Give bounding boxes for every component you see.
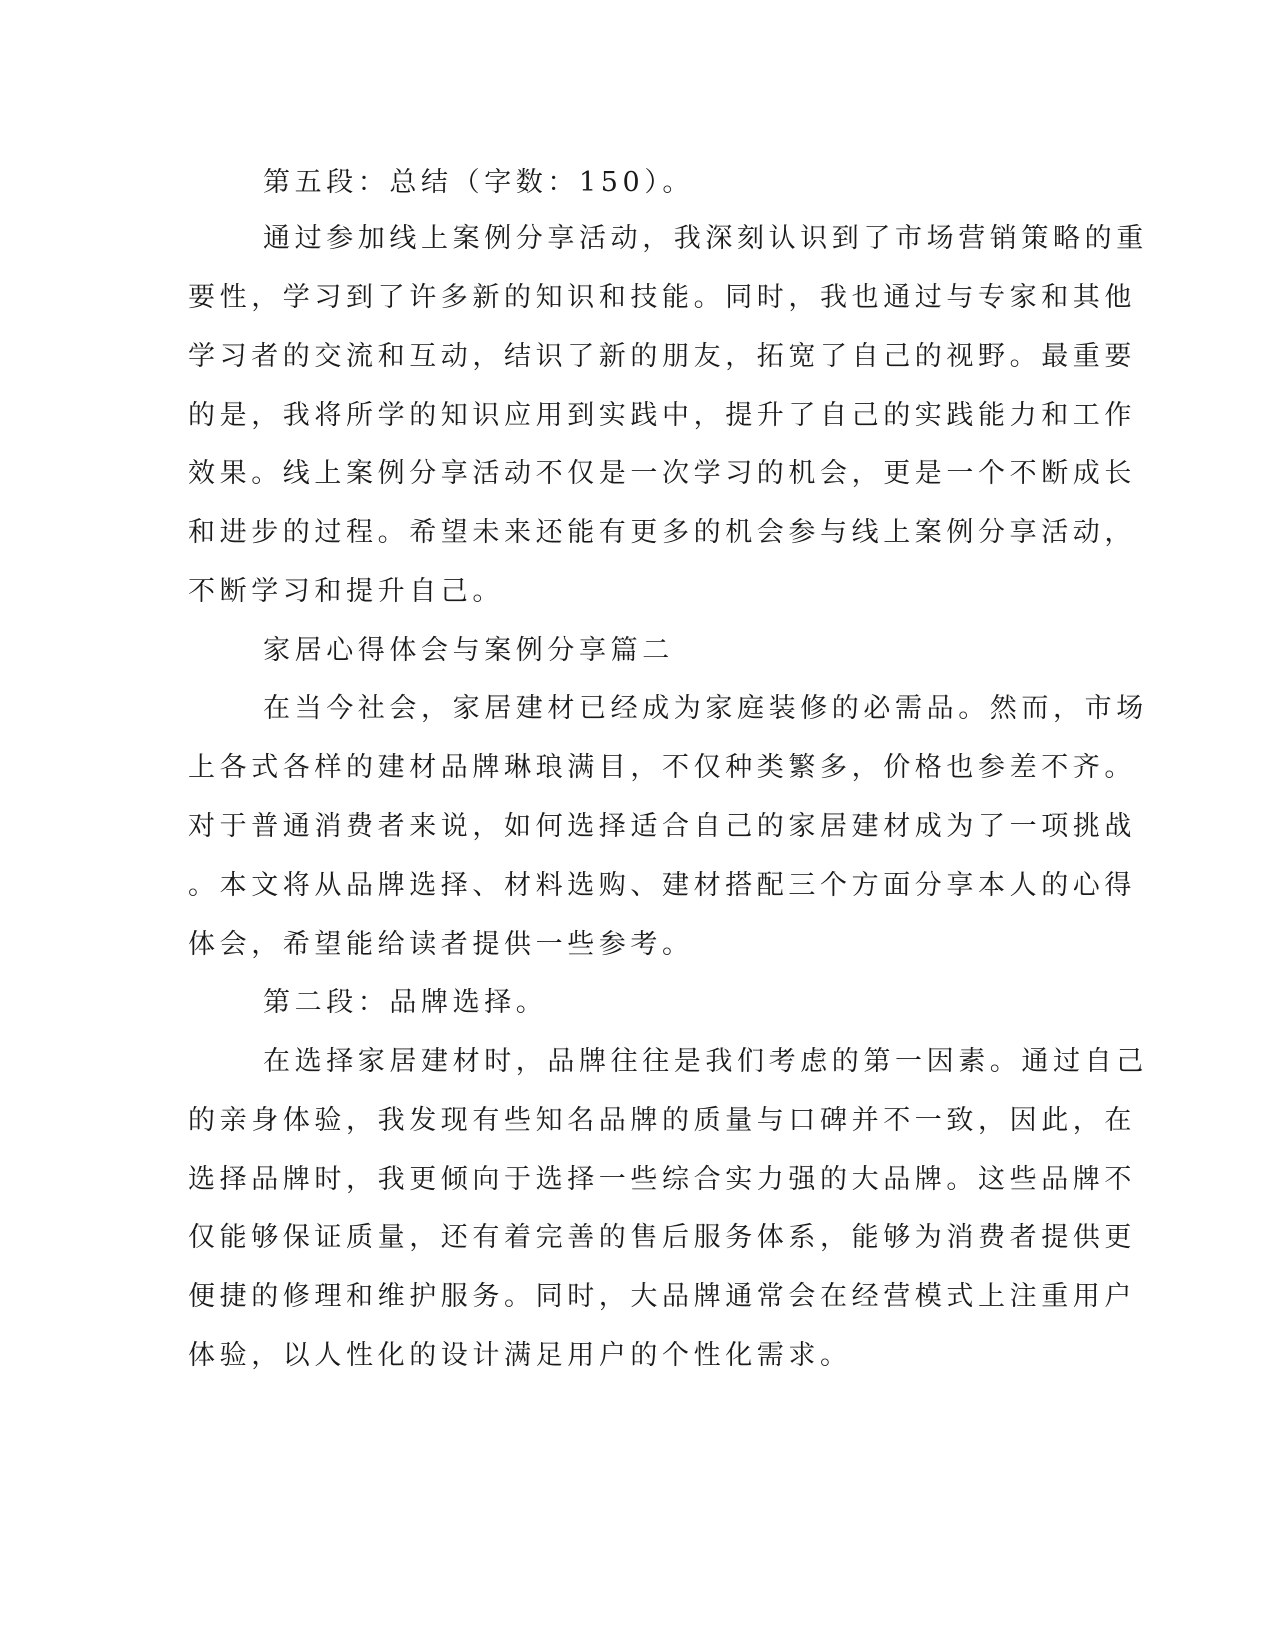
paragraph-line: 选择品牌时，我更倾向于选择一些综合实力强的大品牌。这些品牌不 — [188, 1164, 1136, 1195]
paragraph-line: 学习者的交流和互动，结识了新的朋友，拓宽了自己的视野。最重要 — [188, 341, 1136, 372]
paragraph-line: 对于普通消费者来说，如何选择适合自己的家居建材成为了一项挑战 — [188, 811, 1136, 842]
paragraph-line: 在当今社会，家居建材已经成为家庭装修的必需品。然而，市场 — [263, 693, 1148, 724]
paragraph-line: 要性，学习到了许多新的知识和技能。同时，我也通过与专家和其他 — [188, 282, 1136, 313]
paragraph-line: 仅能够保证质量，还有着完善的售后服务体系，能够为消费者提供更 — [188, 1222, 1136, 1253]
article-title: 家居心得体会与案例分享篇二 — [263, 635, 674, 666]
paragraph-line: 效果。线上案例分享活动不仅是一次学习的机会，更是一个不断成长 — [188, 458, 1136, 489]
paragraph-line: 体验，以人性化的设计满足用户的个性化需求。 — [188, 1340, 852, 1371]
paragraph-line: 通过参加线上案例分享活动，我深刻认识到了市场营销策略的重 — [263, 223, 1148, 254]
paragraph-line: 。本文将从品牌选择、材料选购、建材搭配三个方面分享本人的心得 — [188, 870, 1136, 901]
paragraph-line: 在选择家居建材时，品牌往往是我们考虑的第一因素。通过自己 — [263, 1046, 1148, 1077]
paragraph-line: 便捷的修理和维护服务。同时，大品牌通常会在经营模式上注重用户 — [188, 1281, 1136, 1312]
paragraph-line: 体会，希望能给读者提供一些参考。 — [188, 929, 694, 960]
section-heading: 第二段：品牌选择。 — [263, 987, 548, 1018]
paragraph-line: 的亲身体验，我发现有些知名品牌的质量与口碑并不一致，因此，在 — [188, 1105, 1136, 1136]
section-heading: 第五段：总结（字数：150）。 — [263, 167, 695, 198]
paragraph-line: 上各式各样的建材品牌琳琅满目，不仅种类繁多，价格也参差不齐。 — [188, 752, 1136, 783]
paragraph-line: 的是，我将所学的知识应用到实践中，提升了自己的实践能力和工作 — [188, 400, 1136, 431]
paragraph-line: 和进步的过程。希望未来还能有更多的机会参与线上案例分享活动， — [188, 517, 1136, 548]
paragraph-line: 不断学习和提升自己。 — [188, 576, 504, 607]
